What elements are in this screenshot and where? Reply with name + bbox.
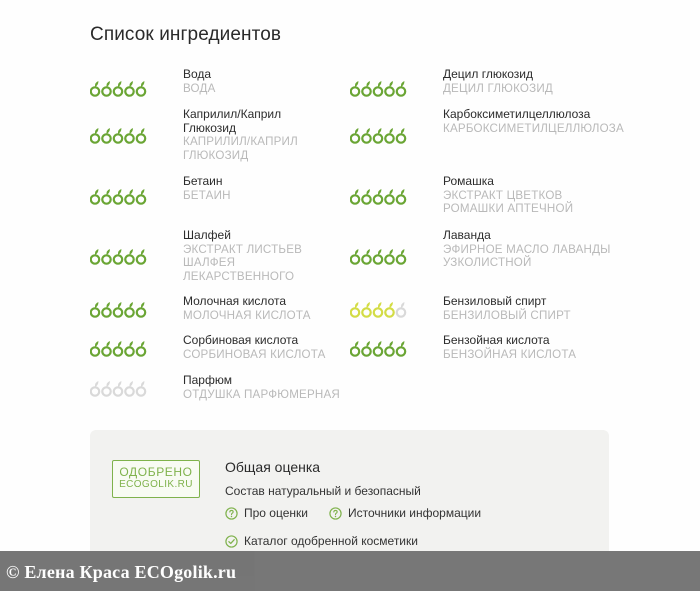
rating-drops — [90, 339, 148, 357]
rating-drops — [90, 126, 148, 144]
ingredient-inci: ОТДУШКА ПАРФЮМЕРНАЯ — [183, 387, 340, 401]
rating-drop-icon — [91, 302, 99, 317]
rating-drop-icon — [114, 189, 122, 204]
rating-drop-icon — [137, 81, 145, 96]
rating-drop-icon — [91, 128, 99, 143]
rating-drop-icon — [91, 341, 99, 356]
ingredient-inci: БЕНЗИЛОВЫЙ СПИРТ — [443, 308, 571, 322]
rating-drop-icon — [102, 302, 110, 317]
rating-drop-icon — [374, 128, 382, 143]
rating-drop-icon — [385, 249, 393, 264]
rating-drop-icon — [114, 249, 122, 264]
ingredient-name: Лаванда — [443, 228, 491, 242]
ingredient-item — [90, 374, 383, 402]
ingredient-name: Вода — [183, 67, 212, 81]
rating-icons — [90, 108, 183, 162]
rating-drop-icon — [362, 189, 370, 204]
rating-drop-icon — [351, 249, 359, 264]
rating-drop-icon — [385, 81, 393, 96]
rating-icons — [90, 295, 183, 323]
rating-drop-icon — [362, 302, 370, 317]
rating-drop-icon — [397, 81, 405, 96]
question-icon — [225, 507, 238, 520]
rating-drop-icon — [351, 189, 359, 204]
rating-icons — [350, 175, 443, 217]
rating-drop-icon — [102, 189, 110, 204]
rating-drop-icon — [385, 302, 393, 317]
ingredient-name: Карбоксиметилцеллюлоза — [443, 107, 591, 121]
rating-drops — [350, 187, 408, 205]
sources-link[interactable] — [329, 506, 481, 520]
stamp-line2: ECOGOLIK.RU — [119, 479, 193, 490]
rating-drop-icon — [374, 189, 382, 204]
ingredient-item — [350, 68, 643, 108]
rating-icons — [90, 175, 183, 217]
rating-drops — [90, 247, 148, 265]
rating-drop-icon — [397, 128, 405, 143]
ingredient-item — [90, 68, 343, 108]
question-icon — [329, 507, 342, 520]
ingredient-inci: БЕНЗОЙНАЯ КИСЛОТА — [443, 347, 577, 361]
rating-drop-icon — [397, 189, 405, 204]
watermark-bar — [0, 551, 700, 591]
rating-drop-icon — [351, 81, 359, 96]
ingredient-inci: БЕТАИН — [183, 188, 231, 202]
rating-drop-icon — [125, 341, 133, 356]
rating-drop-icon — [91, 189, 99, 204]
rating-drop-icon — [125, 81, 133, 96]
rating-drop-icon — [374, 81, 382, 96]
ingredient-name: Каприлил/Каприл Глюкозид — [183, 107, 282, 135]
rating-drops — [90, 187, 148, 205]
rating-drop-icon — [137, 189, 145, 204]
rating-drops — [350, 339, 408, 357]
rating-drops — [350, 79, 408, 97]
rating-icons — [90, 68, 183, 108]
about-ratings-link[interactable] — [225, 506, 308, 520]
rating-drop-icon — [102, 341, 110, 356]
catalog-label: Каталог одобренной косметики — [244, 534, 418, 548]
rating-drop-icon — [91, 81, 99, 96]
rating-drops — [90, 379, 148, 397]
about-ratings-label: Про оценки — [244, 506, 308, 520]
rating-icons — [350, 295, 443, 323]
rating-drops — [350, 126, 408, 144]
rating-drop-icon — [137, 302, 145, 317]
approved-stamp — [112, 460, 200, 498]
ingredient-item — [350, 334, 613, 362]
rating-drops — [90, 300, 148, 318]
ingredient-name: Бензойная кислота — [443, 333, 550, 347]
ingredient-name: Молочная кислота — [183, 294, 287, 308]
rating-drop-icon — [114, 341, 122, 356]
rating-drop-icon — [385, 128, 393, 143]
ingredient-inci: ЭКСТРАКТ ЦВЕТКОВ РОМАШКИ АПТЕЧНОЙ — [443, 188, 574, 215]
ingredient-name: Бетаин — [183, 174, 223, 188]
rating-drops — [90, 79, 148, 97]
rating-drop-icon — [114, 381, 122, 396]
rating-drop-icon — [125, 189, 133, 204]
ingredient-item — [90, 175, 343, 217]
rating-drop-icon — [351, 302, 359, 317]
rating-drop-icon — [91, 381, 99, 396]
ingredient-item — [90, 108, 323, 162]
ingredient-inci: ЭКСТРАКТ ЛИСТЬЕВ ШАЛФЕЯ ЛЕКАРСТВЕННОГО — [183, 242, 303, 283]
rating-drop-icon — [125, 249, 133, 264]
stamp-line1: ОДОБРЕНО — [119, 465, 193, 479]
summary-title: Общая оценка — [225, 459, 321, 475]
rating-drop-icon — [114, 128, 122, 143]
ingredient-item — [350, 175, 593, 217]
rating-drop-icon — [125, 128, 133, 143]
rating-icons — [350, 108, 443, 162]
sources-label: Источники информации — [348, 506, 482, 520]
ingredient-inci: ВОДА — [183, 81, 216, 95]
rating-icons — [90, 374, 183, 402]
rating-drop-icon — [351, 128, 359, 143]
rating-drops — [350, 247, 408, 265]
ingredient-item — [90, 295, 353, 323]
ingredient-name: Парфюм — [183, 373, 232, 387]
rating-drop-icon — [137, 341, 145, 356]
rating-drop-icon — [102, 249, 110, 264]
rating-drops — [350, 300, 408, 318]
ingredient-item — [350, 295, 613, 323]
ingredient-name: Децил глюкозид — [443, 67, 533, 81]
summary-description: Состав натуральный и безопасный — [225, 484, 421, 498]
rating-drop-icon — [102, 128, 110, 143]
ingredients-title: Список ингредиентов — [90, 24, 282, 45]
ingredient-inci: ДЕЦИЛ ГЛЮКОЗИД — [443, 81, 553, 95]
rating-icons — [90, 334, 183, 362]
rating-drop-icon — [102, 81, 110, 96]
rating-drop-icon — [91, 249, 99, 264]
rating-drop-icon — [397, 341, 405, 356]
ingredient-item — [90, 229, 318, 283]
ingredient-name: Бензиловый спирт — [443, 294, 547, 308]
ingredient-inci: СОРБИНОВАЯ КИСЛОТА — [183, 347, 326, 361]
rating-icons — [90, 229, 183, 283]
rating-drop-icon — [374, 341, 382, 356]
rating-drop-icon — [362, 128, 370, 143]
ingredient-inci: ЭФИРНОЕ МАСЛО ЛАВАНДЫ УЗКОЛИСТНОЙ — [443, 242, 611, 269]
rating-drop-icon — [385, 341, 393, 356]
rating-icons — [350, 229, 443, 283]
ingredient-inci: КАРБОКСИМЕТИЛЦЕЛЛЮЛОЗА — [443, 121, 624, 135]
check-circle-icon — [225, 535, 238, 548]
rating-drop-icon — [137, 381, 145, 396]
rating-drop-icon — [137, 128, 145, 143]
ingredient-name: Ромашка — [443, 174, 494, 188]
rating-drop-icon — [362, 341, 370, 356]
rating-drop-icon — [397, 302, 405, 317]
rating-drop-icon — [114, 302, 122, 317]
ingredient-item — [90, 334, 353, 362]
rating-drop-icon — [374, 302, 382, 317]
rating-icons — [350, 68, 443, 108]
rating-drop-icon — [114, 81, 122, 96]
ingredient-item — [350, 229, 613, 283]
ingredient-item — [350, 108, 653, 162]
ingredient-name: Сорбиновая кислота — [183, 333, 299, 347]
catalog-link[interactable] — [225, 534, 418, 548]
rating-drop-icon — [137, 249, 145, 264]
rating-drop-icon — [125, 381, 133, 396]
watermark-text: © Елена Краса ECOgolik.ru — [6, 562, 237, 582]
rating-icons — [350, 334, 443, 362]
ingredient-inci: КАПРИЛИЛ/КАПРИЛ ГЛЮКОЗИД — [183, 135, 298, 162]
ingredient-inci: МОЛОЧНАЯ КИСЛОТА — [183, 308, 311, 322]
rating-drop-icon — [374, 249, 382, 264]
rating-drop-icon — [125, 302, 133, 317]
rating-drop-icon — [351, 341, 359, 356]
rating-drop-icon — [102, 381, 110, 396]
rating-drop-icon — [385, 189, 393, 204]
rating-drop-icon — [397, 249, 405, 264]
rating-drop-icon — [362, 249, 370, 264]
rating-drop-icon — [362, 81, 370, 96]
ingredient-name: Шалфей — [183, 228, 231, 242]
